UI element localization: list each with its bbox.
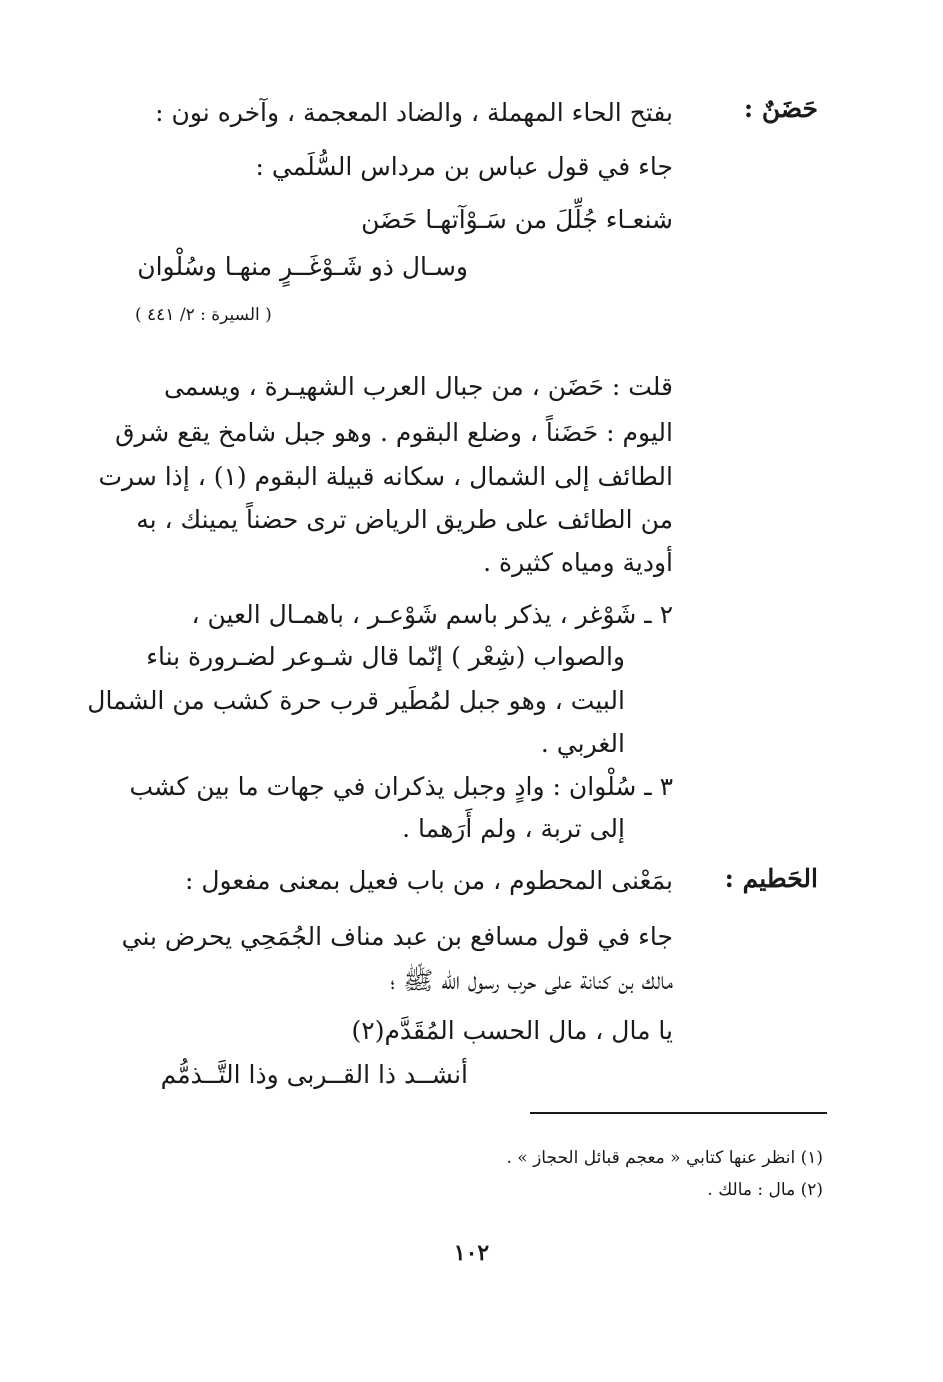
note-line-2: اليوم : حَضَناً ، وضلع البقوم . وهو جبل شامخ يقع شرق (115, 418, 673, 447)
note-line-3: الطائف إلى الشمال ، سكانه قبيلة البقوم (١) ، إذا سرت (98, 462, 673, 491)
entry-term-hadan: حَضَنٌ : (743, 94, 818, 123)
item2-line-3: البيت ، وهو جبل لمُطَير قرب حرة كشب من الشمال (87, 686, 625, 715)
entry2-text-line-2: مالك بن كنانة على حرب رسول الله ﷺ ؛ (390, 966, 673, 995)
note-line-4: من الطائف على طريق الرياض ترى حضناً يمينك ، به (136, 505, 673, 534)
entry-text-line: جاء في قول عباس بن مرداس السُّلَمي : (255, 152, 673, 181)
footnote-separator (530, 1112, 827, 1114)
verse-line-2: وسـال ذو شَـوْغَــرٍ منهـا وسُلْوان (137, 252, 468, 281)
item2-line-4: الغربي . (540, 729, 625, 758)
footnote-2: (٢) مال : مالك . (707, 1180, 823, 1200)
entry2-definition-line: بمَعْنى المحطوم ، من باب فعيل بمعنى مفعول : (184, 866, 673, 895)
note-line-5: أودية ومياه كثيرة . (483, 548, 673, 577)
verse-line-1: شنعـاء جُلِّلَ من سَـوْآتهـا حَضَن (361, 205, 673, 234)
item2-line-1: ٢ ـ شَوْغر ، يذكر باسم شَوْعـر ، باهمـال العين ، (191, 600, 673, 629)
item3-line-1: ٣ ـ سُلْوان : وادٍ وجبل يذكران في جهات ما بين كشب (129, 772, 673, 801)
footnote-1: (١) انظر عنها كتابي « معجم قبائل الحجاز » . (506, 1148, 823, 1168)
page-number: ١٠٢ (453, 1240, 490, 1266)
entry2-verse-line-2: أنشــد ذا القــربى وذا التَّــذمُّم (160, 1060, 468, 1089)
citation: ( السيرة : ٢/ ٤٤١ ) (135, 305, 272, 325)
item2-line-2: والصواب (شِعْر ) إنّما قال شـوعر لضـرورة بناء (146, 642, 625, 671)
entry-term-hatim: الحَطيم : (724, 864, 818, 893)
item3-line-2: إلى تربة ، ولم أَرَهما . (402, 814, 625, 843)
entry2-verse-line-1: يا مال ، مال الحسب المُقَدَّم(٢) (351, 1016, 673, 1045)
entry-definition-line: بفتح الحاء المهملة ، والضاد المعجمة ، وآخره نون : (155, 98, 673, 127)
entry2-text-line-1: جاء في قول مسافع بن عبد مناف الجُمَحِي يحرض بني (121, 922, 673, 951)
note-line-1: قلت : حَضَن ، من جبال العرب الشهيـرة ، ويسمى (164, 372, 673, 401)
